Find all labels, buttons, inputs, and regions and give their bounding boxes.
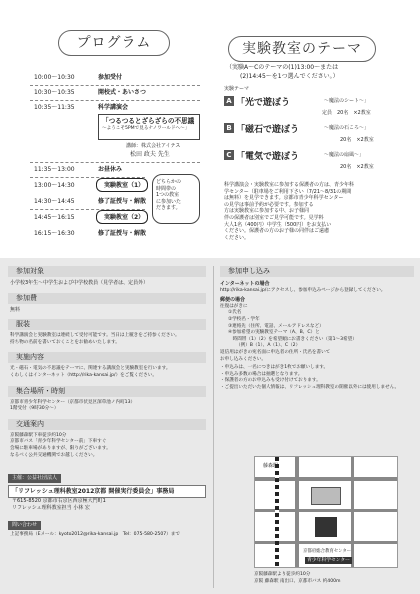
theme-note: の見学は事前予約が必要です。参加する (224, 201, 314, 208)
apply-note: ・申込み多数の場合は抽選となります。 (220, 371, 303, 377)
map-center-label: 青少年科学センター (307, 558, 350, 563)
program-time-4: 11:35〜13:00 (34, 166, 75, 173)
divider (30, 162, 200, 163)
map-caption: 京阪藤森駅より徒歩約10分 (254, 572, 311, 577)
apply-note: ・保護者の方のお申込みも受け付けております。 (220, 378, 321, 384)
contact-head: 問い合わせ (8, 521, 41, 530)
left-column (8, 266, 206, 541)
organizer-line: リフレッシュ理科教室担当 小林 宏 (12, 504, 90, 511)
theme-intro-1: （実験A〜Cのテーマの(1)13:00〜または (226, 64, 339, 71)
section-body: 京都市バス「青少年科学センター前」下車すぐ (10, 439, 107, 445)
lecture-title-box (98, 114, 200, 140)
mail-line: ①氏名 (228, 310, 242, 316)
apply-note: ・ご提出いただいた個人情報は、リフレッシュ理科教室の開催以外には使用しません。 (220, 384, 400, 390)
map-school-label: 京都府総合教育センター (303, 549, 352, 554)
program-time-3: 10:35〜11:35 (34, 104, 75, 111)
section-body: 京阪藤森駅下車徒歩約10分 (10, 432, 67, 438)
section-head-target: 参加対象 (8, 266, 206, 277)
map-caption: 京阪 藤森駅 南出口、京都市バス 約400m (254, 579, 341, 584)
section-body: 持ち物の名前を書いておくことをお勧めいたします。 (10, 339, 120, 345)
theme-note: 科学講演会・実験教室に参加する保護者の方は、青少年科 (224, 182, 355, 188)
theme-name-a: 「光で遊ぼう (236, 98, 291, 108)
lecturer-affil: 講師：株式会社アイテス (126, 143, 181, 149)
mail-line: （例）B（1）、A（1）、C（2） (236, 343, 301, 349)
organizer-line: 〒615-8520 京都市右京区西京極大門町1 (12, 498, 106, 505)
section-head-access: 交通案内 (8, 419, 206, 430)
mail-line: 返信用はがきの宛名面に申込者の住所・氏名を書いて (220, 349, 331, 355)
theme-name-b: 「磁石で遊ぼう (236, 125, 300, 135)
bubble-line: に参加いた (156, 198, 182, 205)
theme-cap-c: 20名 ×2教室 (340, 164, 374, 170)
theme-note: 方は実験教室に参加する中、お子様同 (224, 208, 310, 215)
lecturer-name: 松田 政夫 先生 (130, 151, 170, 158)
theme-name-c: 「電気で遊ぼう (236, 152, 300, 162)
theme-cap-b: 20名 ×2教室 (340, 137, 374, 143)
program-item-6: 修了証授与・解散 (98, 198, 147, 205)
choice-bubble (152, 174, 200, 224)
lecture-title: 「つるつるとざらざらの不思議 (102, 117, 195, 125)
contact-text: 上記事務局（Eメール：kyoto2012@rika-kansai.jp Tel：075-580-2507）まで (10, 532, 180, 538)
section-head-meeting: 集合場所・時刻 (8, 386, 206, 397)
divider (30, 85, 200, 86)
bubble-line: 時間帯の (156, 185, 177, 192)
mail-line: ③連絡先（住所、電話、メールアドレスなど） (228, 323, 324, 329)
theme-item-b (224, 122, 394, 148)
program-item-2: 開校式・あいさつ (98, 89, 147, 96)
theme-item-a (224, 95, 394, 121)
mail-line: お申し込みください。 (220, 356, 266, 362)
access-map (254, 456, 398, 568)
theme-note: ください。保護者の方のお子様の同伴はご遠慮 (224, 228, 330, 235)
program-item-7: 実験教室（2） (104, 214, 145, 221)
theme-item-c (224, 149, 394, 175)
organizer-head: 主催：公益社団法人 (8, 474, 61, 483)
theme-sub-a: 〜魔法のシート〜」 (324, 98, 370, 104)
program-item-5: 実験教室（1） (104, 182, 145, 189)
program-item-3: 科学講演会 (98, 104, 129, 111)
map-building (311, 487, 341, 505)
section-head-dress: 服装 (8, 319, 206, 330)
program-time-6: 14:30〜14:45 (34, 198, 75, 205)
section-body: くわしくはインターネット（http://rika-kansai.jp/）をご覧ください。 (10, 372, 157, 378)
mail-line: 時間帯（1）（2）を希望順にお書きください（第1〜3希望） (228, 336, 357, 342)
mail-line: 往復はがきに (220, 303, 248, 309)
theme-note: ください。 (224, 234, 250, 241)
map-railway (275, 457, 279, 568)
theme-note: 学センター（駐車場をご利用下さい（7/21〜8/31の期間 (224, 188, 352, 195)
theme-note: は無料）を見学できます。京都市青少年科学センター (224, 195, 344, 202)
theme-note: 大人1名（400円）中学生（500円）をお支払い (224, 221, 332, 228)
theme-notes (224, 182, 398, 241)
program-item-4: お昼休み (98, 166, 123, 173)
mail-head: 郵便の場合 (220, 297, 246, 304)
right-column (220, 266, 414, 392)
lecture-subtitle: 〜ようこそ5PMで見るナノワールドへ〜」 (102, 126, 190, 131)
program-title: プログラム (58, 30, 170, 56)
theme-sub-b: 〜魔法の石ころ〜」 (324, 125, 370, 131)
section-body: 会場に駐車場がありますが、限りがございます。 (10, 445, 111, 451)
theme-label: 実験テーマ (224, 86, 250, 92)
divider (30, 100, 200, 101)
theme-cap-a: 定員 20名 ×2教室 (322, 110, 371, 116)
section-head-content: 実施内容 (8, 352, 206, 363)
program-time-5: 13:00〜14:30 (34, 182, 75, 189)
internet-head: インターネットの場合 (220, 281, 270, 287)
mail-line: ②学校名・学年 (228, 316, 260, 322)
map-road (351, 457, 354, 568)
program-time-2: 10:30〜10:35 (34, 89, 75, 96)
section-body: 小学校3年生〜中学生および中学校教員（見学者は、定員外） (10, 280, 149, 286)
program-time-8: 16:15〜16:30 (34, 230, 75, 237)
theme-letter-a: A (224, 96, 234, 106)
organizer-name: 「リフレッシュ理科教室2012京都 開催実行委員会」事務局 (8, 485, 206, 498)
mail-line: ④参加希望の実験教室テーマ（A、B、C）と (228, 330, 320, 336)
program-time-7: 14:45〜16:15 (34, 214, 75, 221)
program-time-1: 10:00〜10:30 (34, 74, 75, 81)
theme-note: 伴の保護者は別室でご見学可能です。見学料 (224, 214, 324, 221)
theme-sub-c: 〜魔法の扇風〜」 (324, 152, 365, 158)
program-item-8: 修了証授与・解散 (98, 230, 147, 237)
theme-letter-c: C (224, 150, 234, 160)
map-center-block (315, 517, 337, 537)
apply-note: ・申込みは、一名につきはがき1枚でお願いします。 (220, 365, 329, 371)
theme-intro-2: (2)14:45〜を1つ選んでください。） (240, 73, 339, 80)
section-body: 京都市青少年科学センター（京都市伏見区深草池ノ内町13） (10, 399, 136, 405)
program-item-1: 参加受付 (98, 74, 123, 81)
section-head-fee: 参加費 (8, 293, 206, 304)
section-head-apply: 参加申し込み (220, 266, 414, 277)
bubble-line: 1つの教室 (156, 192, 180, 199)
bubble-line: だきます。 (156, 205, 181, 212)
section-body: 無料 (10, 306, 21, 313)
column-divider (213, 266, 214, 588)
section-body: なるべく公共交通機関でお越しください。 (10, 452, 98, 458)
bubble-line: どちらかの (156, 179, 182, 185)
section-body: 科学講演会と実験教室は連続して受付可能です。当日は上履きをご持参ください。 (10, 333, 180, 339)
section-body: 光・磁石・電気の不思議をテーマに、関連する講演会と実験教室を行います。 (10, 366, 171, 372)
theme-title: 実験教室のテーマ (228, 36, 376, 62)
theme-letter-b: B (224, 123, 234, 133)
section-body: 1階受付（9時30分〜） (10, 406, 59, 412)
map-road (295, 457, 299, 568)
internet-body: http://rika-kansai.jp/にアクセスし、参加申込みページから登録してください。 (220, 287, 386, 293)
map-station-label: 藤森駅 (263, 463, 279, 469)
